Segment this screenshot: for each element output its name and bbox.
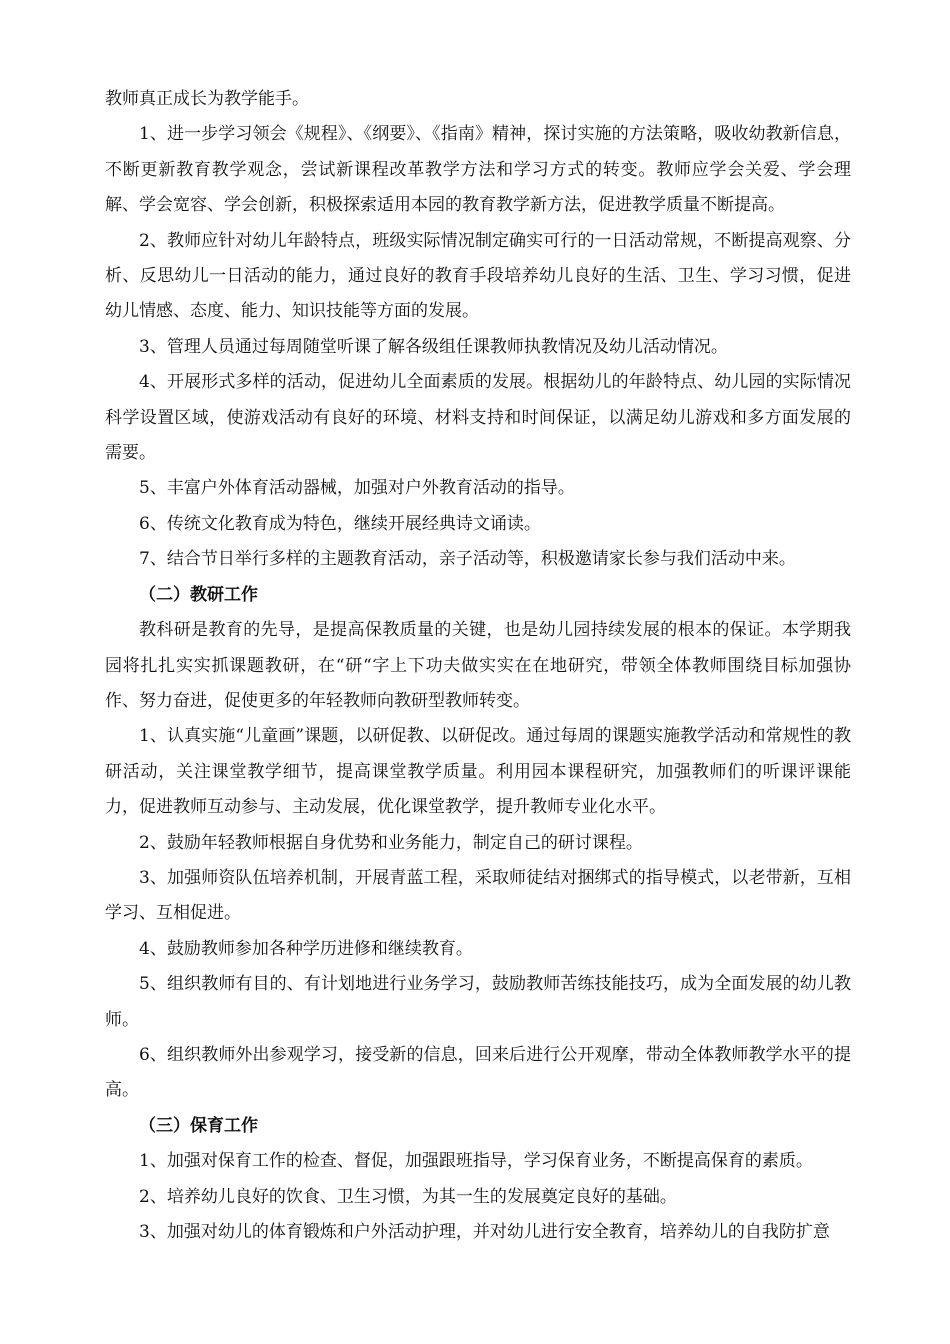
research-item-6: 6、组织教师外出参观学习，接受新的信息，回来后进行公开观摩，带动全体教师教学水平的提高。 [105,1044,851,1101]
teaching-item-4: 4、开展形式多样的活动，促进幼儿全面素质的发展。根据幼儿的年龄特点、幼儿园的实际情况科学设置区域，使游戏活动有良好的环境、材料支持和时间保证，以满足幼儿游戏和多方面发展的需要。 [105,372,851,464]
research-item-5: 5、组织教师有目的、有计划地进行业务学习，鼓励教师苦练技能技巧，成为全面发展的幼儿教师。 [105,974,851,1030]
teaching-item-3: 3、管理人员通过每周随堂听课了解各级组任课教师执教情况及幼儿活动情况。 [139,336,728,357]
research-item-4: 4、鼓励教师参加各种学历进修和继续教育。 [139,938,473,959]
section-heading-care: （三）保育工作 [139,1115,258,1136]
teaching-item-6: 6、传统文化教育成为特色，继续开展经典诗文诵读。 [139,513,541,534]
teaching-item-7: 7、结合节日举行多样的主题教育活动，亲子活动等，积极邀请家长参与我们活动中来。 [139,549,796,570]
care-item-1: 1、加强对保育工作的检查、督促，加强跟班指导，学习保育业务，不断提高保育的素质。 [139,1151,813,1172]
research-intro-paragraph: 教科研是教育的先导，是提高保教质量的关键，也是幼儿园持续发展的根本的保证。本学期我园将扎扎实实抓课题教研，在“研“字上下功夫做实实在在地研究，带领全体教师围绕目标加强协作、努力奋进，促使更多的年轻教师向教研型教师转变。 [105,620,851,711]
document-page [105,82,851,1250]
research-item-2: 2、鼓励年轻教师根据自身优势和业务能力，制定自己的研讨课程。 [139,832,643,853]
research-item-3: 3、加强师资队伍培养机制，开展青蓝工程，采取师徒结对捆绑式的指导模式，以老带新，互相学习、互相促进。 [105,867,851,924]
teaching-item-1: 1、进一步学习领会《规程》、《纲要》、《指南》精神，探讨实施的方法策略，吸收幼教新信息，不断更新教育教学观念，尝试新课程改革教学方法和学习方式的转变。教师应学会关爱、学会理解、学会宽容、学会创新，积极探索适用本园的教育教学新方法，促进教学质量不断提高。 [105,124,851,216]
research-item-1: 1、认真实施“儿童画”课题，以研促教、以研促改。通过每周的课题实施教学活动和常规性的教研活动，关注课堂教学细节，提高课堂教学质量。利用园本课程研究，加强教师们的听课评课能力，促进教师互动参与、主动发展，优化课堂教学，提升教师专业化水平。 [105,726,851,818]
care-item-3: 3、加强对幼儿的体育锻炼和户外活动护理，并对幼儿进行安全教育，培养幼儿的自我防扩意 [139,1222,830,1242]
teaching-item-2: 2、教师应针对幼儿年龄特点，班级实际情况制定确实可行的一日活动常规，不断提高观察、分析、反思幼儿一日活动的能力，通过良好的教育手段培养幼儿良好的生活、卫生、学习习惯，促进幼儿情感、态度、能力、知识技能等方面的发展。 [105,230,851,322]
section-heading-research: （二）教研工作 [139,584,258,605]
care-item-2: 2、培养幼儿良好的饮食、卫生习惯，为其一生的发展奠定良好的基础。 [139,1186,677,1207]
intro-tail-paragraph: 教师真正成长为教学能手。 [105,89,309,109]
teaching-item-5: 5、丰富户外体育活动器械，加强对户外教育活动的指导。 [139,478,575,499]
